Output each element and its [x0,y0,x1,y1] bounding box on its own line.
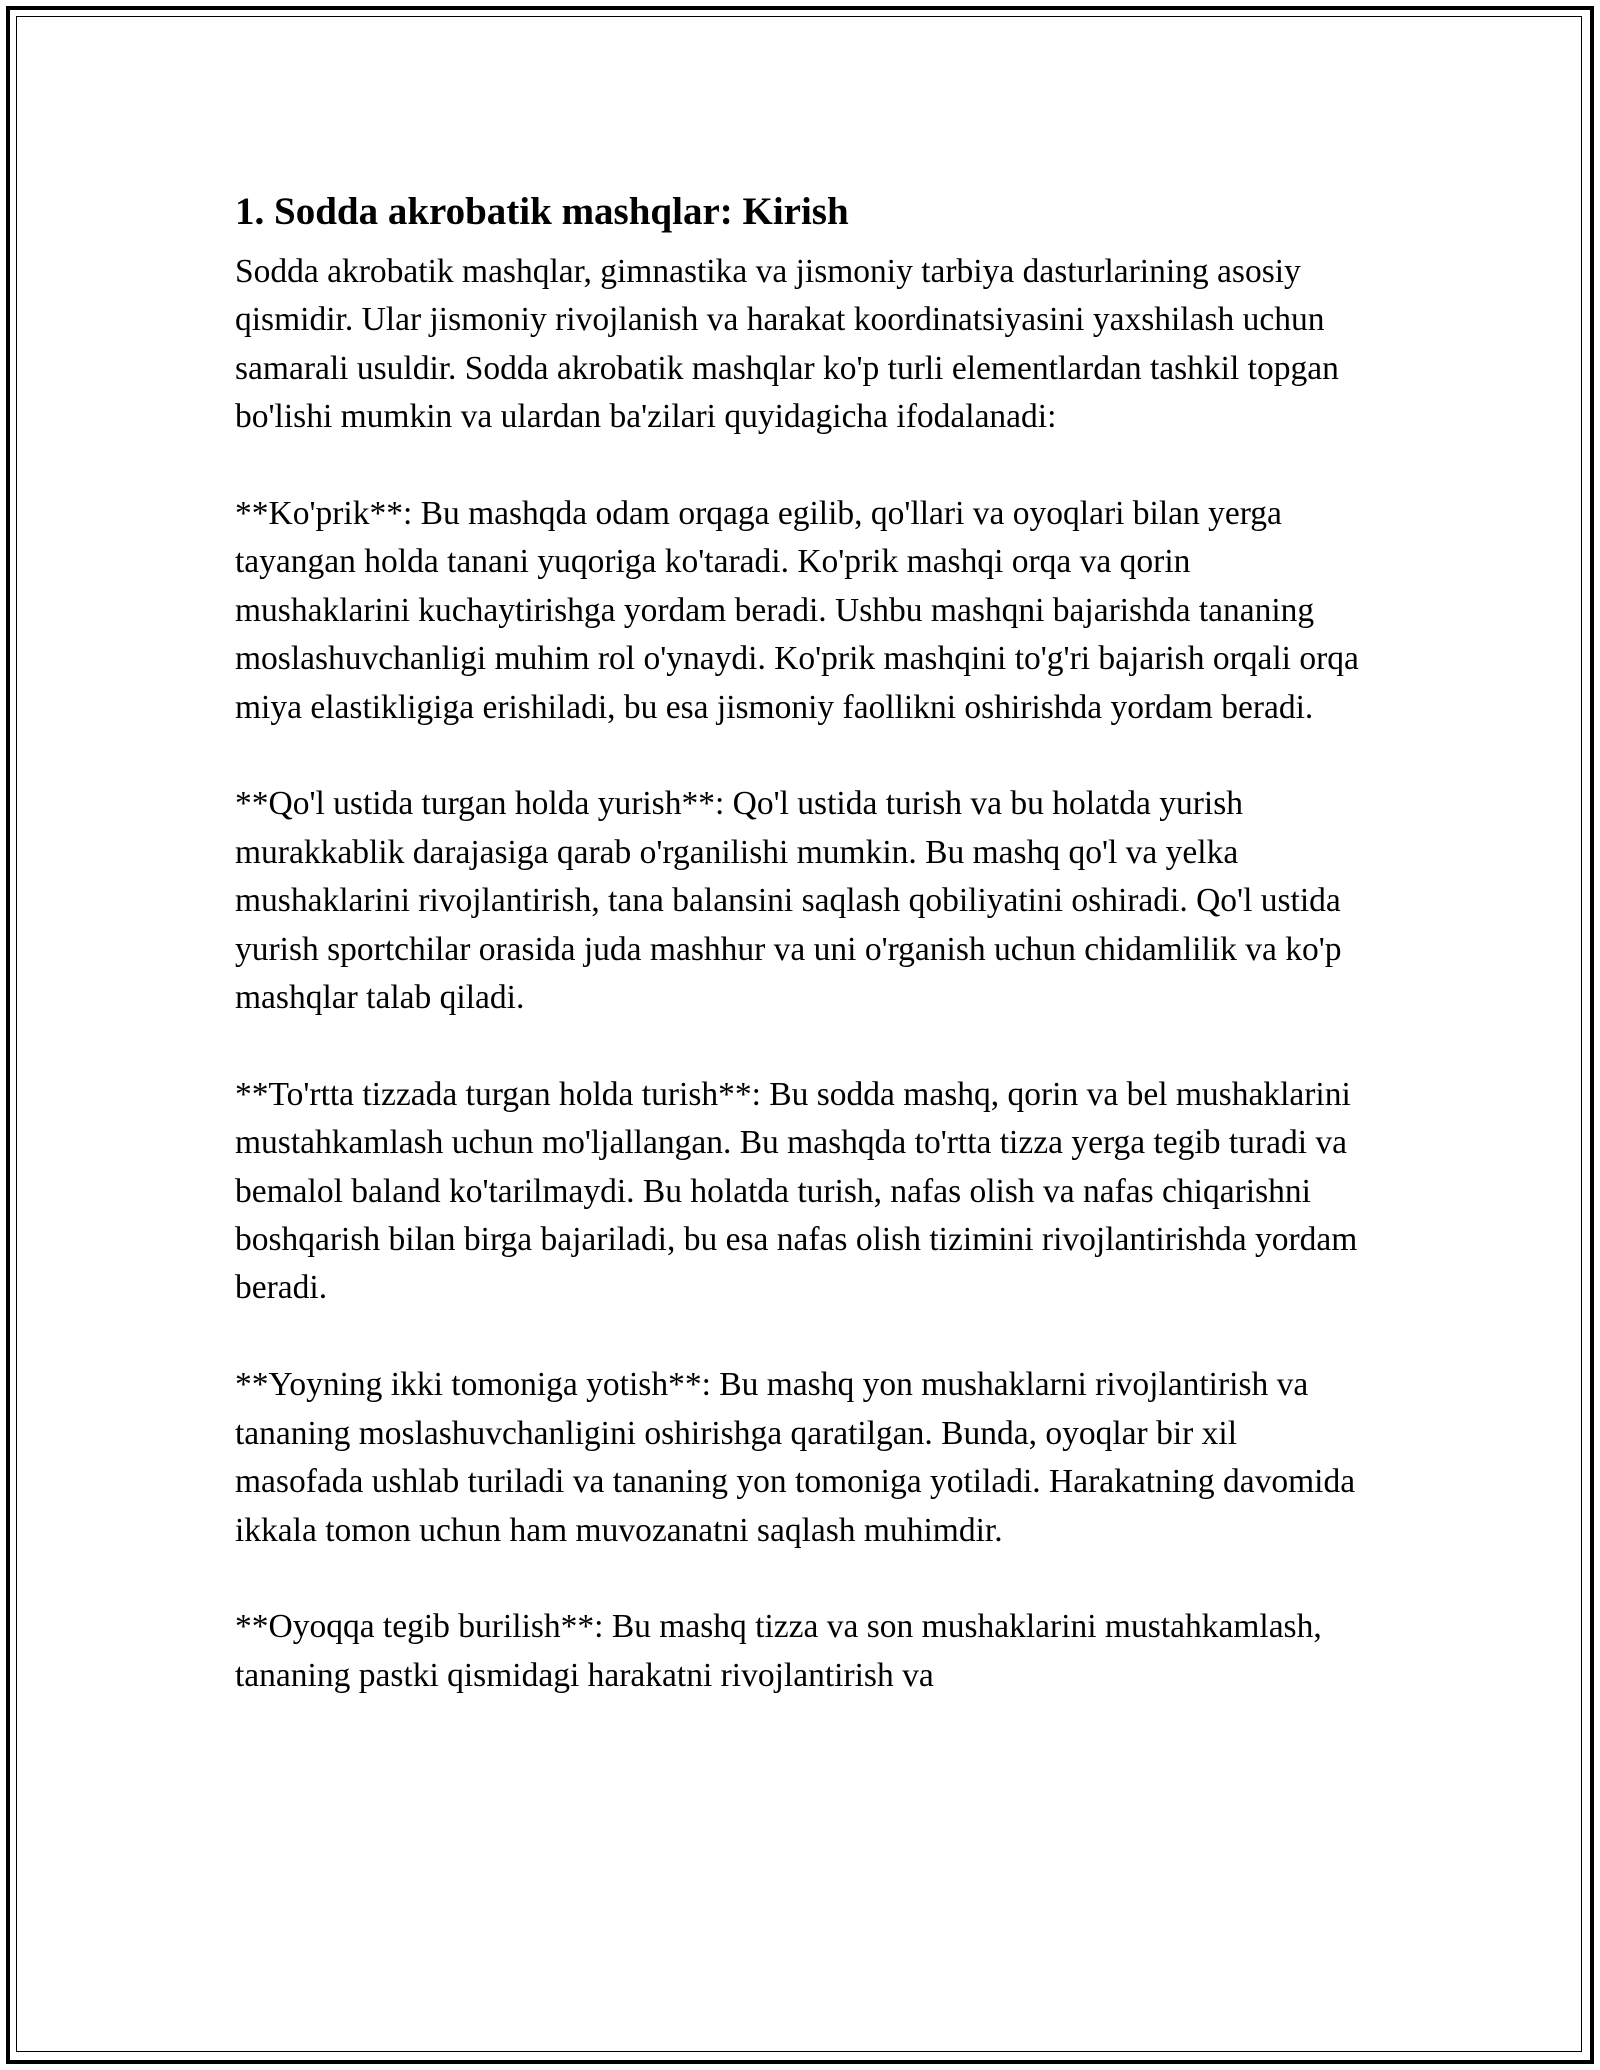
paragraph-oyoqqa-tegib-burilish: **Oyoqqa tegib burilish**: Bu mashq tizza va son mushaklarini mustahkamlash, tananing pastki qismidagi harakatni rivojlantirish va [235,1608,1322,1694]
paragraph-yoyning-ikki-tomoniga-yotish: **Yoyning ikki tomoniga yotish**: Bu mashq yon mushaklarni rivojlantirish va tananing moslashuvchanligini oshirishga qaratilgan. Bunda, oyoqlar bir xil masofada ushlab turiladi va tananing yon tomoniga yotiladi. Harakatning davomida ikkala tomon uchun ham muvozanatni saqlash muhimdir. [235,1366,1356,1549]
document-body [235,184,1365,1749]
paragraph-intro: Sodda akrobatik mashqlar, gimnastika va jismoniy tarbiya dasturlarining asosiy qismidir. Ular jismoniy rivojlanish va harakat koordinatsiyasini yaxshilash uchun samarali usuldir. Sodda akrobatik mashqlar ko'p turli elementlardan tashkil topgan bo'lishi mumkin va ulardan ba'zilari quyidagicha ifodalanadi: [235,253,1339,436]
paragraph-qol-ustida-yurish: **Qo'l ustida turgan holda yurish**: Qo'l ustida turish va bu holatda yurish murakkablik darajasiga qarab o'rganilishi mumkin. Bu mashq qo'l va yelka mushaklarini rivojlantirish, tana balansini saqlash qobiliyatini oshiradi. Qo'l ustida yurish sportchilar orasida juda mashhur va uni o'rganish uchun chidamlilik va ko'p mashqlar talab qiladi. [235,785,1342,1017]
paragraph-tortta-tizzada-turish: **To'rtta tizzada turgan holda turish**: Bu sodda mashq, qorin va bel mushaklarini mustahkamlash uchun mo'ljallangan. Bu mashqda to'rtta tizza yerga tegib turadi va bemalol baland ko'tarilmaydi. Bu holatda turish, nafas olish va nafas chiqarishni boshqarish bilan birga bajariladi, bu esa nafas olish tizimini rivojlantirishda yordam beradi. [235,1075,1358,1307]
section-heading: 1. Sodda akrobatik mashqlar: Kirish [235,190,849,233]
paragraph-kopri: **Ko'prik**: Bu mashqda odam orqaga egilib, qo'llari va oyoqlari bilan yerga tayangan holda tanani yuqoriga ko'taradi. Ko'prik mashqi orqa va qorin mushaklarini kuchaytirishga yordam beradi. Ushbu mashqni bajarishda tananing moslashuvchanligi muhim rol o'ynaydi. Ko'prik mashqini to'g'ri bajarish orqali orqa miya elastikligiga erishiladi, bu esa jismoniy faollikni oshirishda yordam beradi. [235,495,1359,726]
